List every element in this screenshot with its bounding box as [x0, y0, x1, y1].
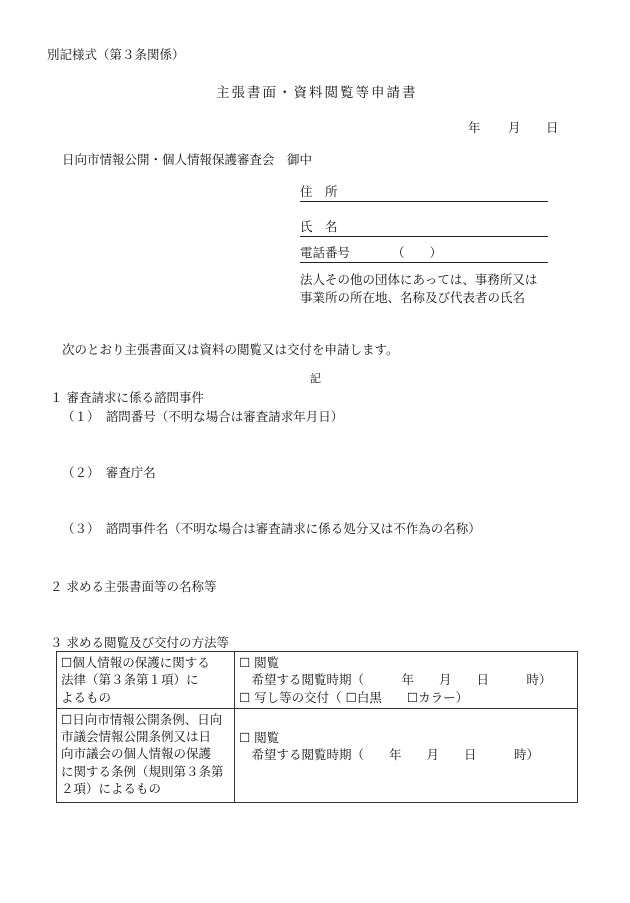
table-row: [57, 708, 578, 802]
name-field[interactable]: [300, 219, 548, 237]
phone-paren: （ ）: [392, 245, 443, 260]
row2-left-line-1[interactable]: ☐日向市情報公開条例、日向: [61, 711, 223, 727]
row2-view-checkbox[interactable]: ☐ 閲覧: [239, 729, 280, 745]
date-month: 月: [508, 120, 521, 135]
section-2-title: ２ 求める主張書面等の名称等: [50, 579, 217, 594]
applicant-note-1: 法人その他の団体にあっては、事務所又は: [300, 272, 538, 287]
date-day: 日: [546, 120, 559, 135]
address-label: 住 所: [300, 184, 338, 199]
row1-left-line-2: 法律（第３条第１項）に: [61, 672, 199, 688]
row2-left-line-5: ２項）によるもの: [61, 780, 162, 796]
applicant-note-2: 事業所の所在地、名称及び代表者の氏名: [300, 290, 526, 305]
page-title: 主張書面・資料閲覧等申請書: [216, 85, 418, 101]
phone-field[interactable]: [300, 245, 548, 263]
section-1-item-1: （１） 諮問番号（不明な場合は審査請求年月日）: [62, 409, 344, 424]
row2-view-timing: 希望する閲覧時期（ 年 月 日 時）: [239, 747, 540, 762]
ki-mark: 記: [310, 372, 321, 385]
row2-left-line-4: に関する条例（規則第３条第: [61, 763, 224, 779]
row1-copy-checkbox[interactable]: ☐ 写し等の交付（ ☐白黒 ☐カラー）: [239, 689, 469, 705]
method-table: [56, 651, 578, 803]
date-year: 年: [468, 120, 481, 135]
section-1-item-2: （２） 審査庁名: [62, 465, 156, 480]
row1-left-line-3: よるもの: [61, 689, 112, 705]
section-1-item-3: （３） 諮問事件名（不明な場合は審査請求に係る処分又は不作為の名称）: [62, 521, 481, 536]
intro-text: 次のとおり主張書面又は資料の閲覧又は交付を申請します。: [62, 342, 399, 357]
table-row: [57, 652, 578, 709]
row2-left-line-3: 向市議会の個人情報の保護: [61, 746, 212, 762]
row2-left-line-2: 市議会情報公開条例又は日: [61, 729, 212, 744]
address-field[interactable]: [300, 184, 548, 202]
row1-view-timing: 希望する閲覧時期（ 年 月 日 時）: [239, 672, 552, 688]
row1-view-checkbox[interactable]: ☐ 閲覧: [239, 655, 280, 670]
addressee: 日向市情報公開・個人情報保護審査会 御中: [62, 152, 313, 167]
row1-left-line-1[interactable]: ☐個人情報の保護に関する: [61, 655, 210, 670]
row2-right-cell: [235, 708, 578, 802]
section-3-title: ３ 求める閲覧及び交付の方法等: [50, 635, 229, 650]
name-label: 氏 名: [300, 219, 338, 234]
form-label: 別記様式（第３条関係）: [47, 47, 185, 62]
row1-right-cell: [235, 652, 578, 709]
section-1-title: １ 審査請求に係る諮問事件: [50, 390, 204, 405]
row2-left-cell: [57, 708, 235, 802]
row1-left-cell: [57, 652, 235, 709]
phone-label: 電話番号: [300, 245, 351, 260]
